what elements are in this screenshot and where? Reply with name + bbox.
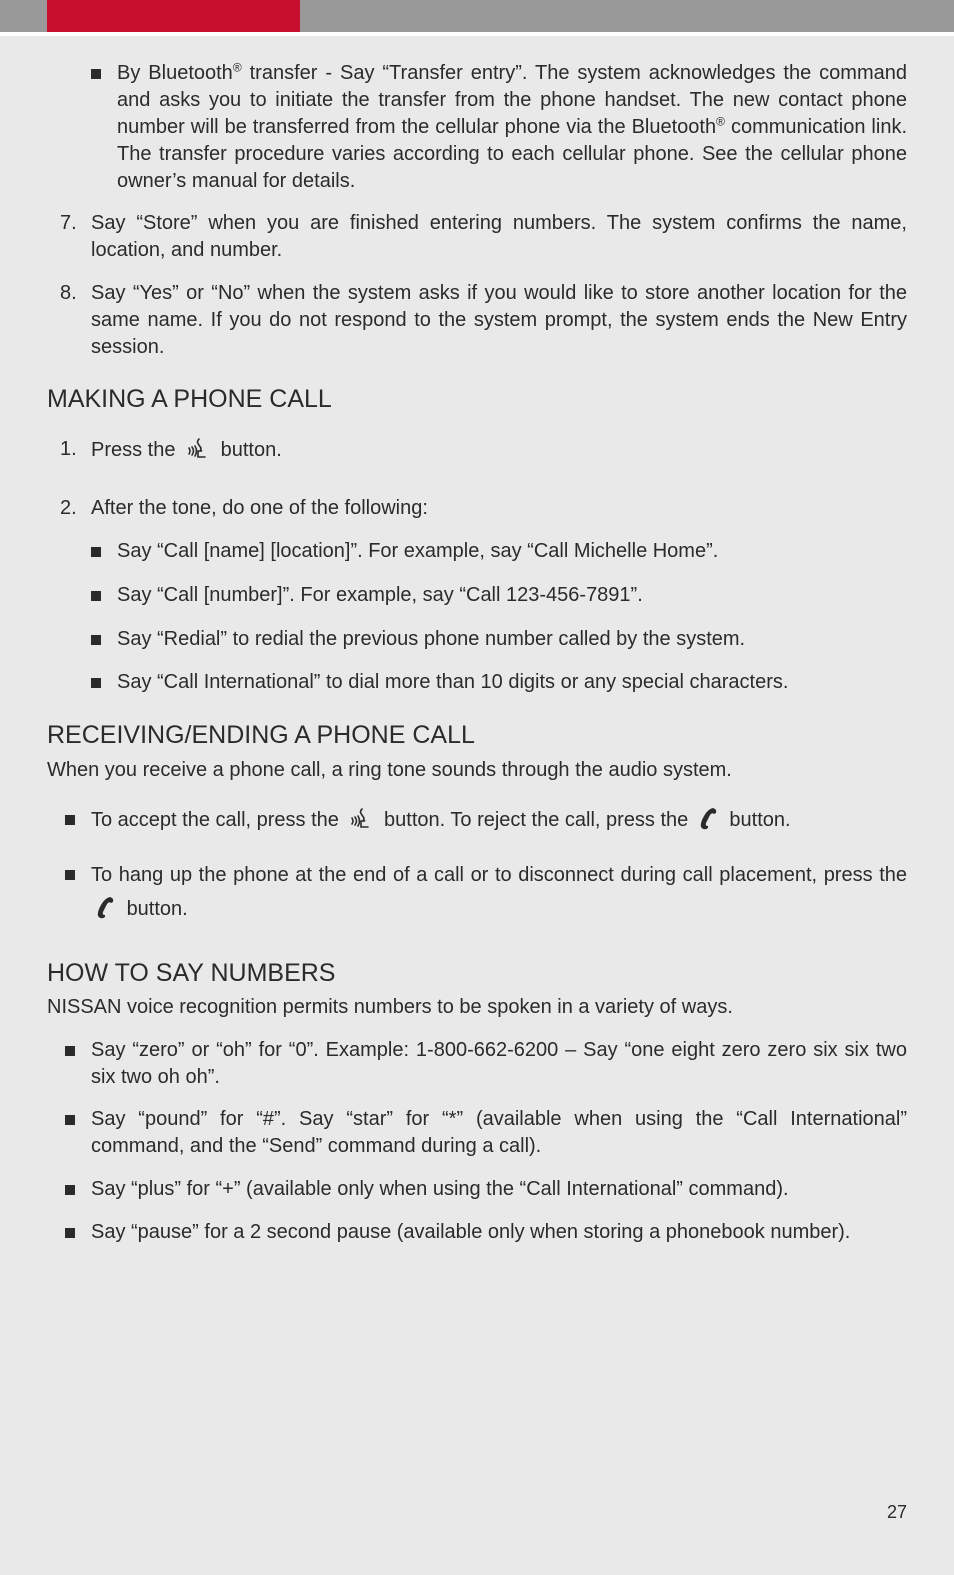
bluetooth-transfer-bullet: By Bluetooth® transfer - Say “Transfer entry”. The system acknowledges the command and asks you to initiate the transfer from the phone handset. The new contact phone number will be transferred from the cellular phone via the Bluetooth® communication link. The transfer procedure varies according to each cellular phone. See the cellular phone owner’s manual for details.: [73, 60, 907, 195]
list-item: Say “Call International” to dial more than 10 digits or any special characters.: [73, 669, 907, 696]
say-numbers-heading: HOW TO SAY NUMBERS: [47, 959, 336, 987]
square-bullet-icon: [91, 678, 101, 688]
page-content: [47, 60, 907, 1246]
header-divider: [0, 32, 954, 36]
list-item: Say “Redial” to redial the previous phone number called by the system.: [73, 626, 907, 653]
list-item: Say “plus” for “+” (available only when using the “Call International” command).: [47, 1176, 907, 1203]
square-bullet-icon: [65, 1046, 75, 1056]
accept-reject-bullet: To accept the call, press the button. To reject the call, press the button.: [47, 806, 907, 840]
making-call-heading: MAKING A PHONE CALL: [47, 385, 332, 413]
list-item: Say “zero” or “oh” for “0”. Example: 1-800-662-6200 – Say “one eight zero zero six six two six two oh oh”.: [47, 1037, 907, 1091]
hang-up-phone-icon: [698, 806, 720, 840]
receiving-call-heading: RECEIVING/ENDING A PHONE CALL: [47, 721, 475, 749]
making-step-2: 2. After the tone, do one of the following:: [60, 497, 428, 519]
square-bullet-icon: [65, 1115, 75, 1125]
making-step-1: 1. Press the button.: [47, 436, 907, 470]
square-bullet-icon: [91, 591, 101, 601]
square-bullet-icon: [65, 870, 75, 880]
page-number: 27: [886, 1502, 907, 1522]
talk-button-icon: [185, 436, 211, 470]
header-bar: [0, 0, 954, 32]
receiving-intro: When you receive a phone call, a ring tone sounds through the audio system.: [47, 759, 732, 781]
list-item: Say “Call [number]”. For example, say “Call 123-456-7891”.: [73, 582, 907, 609]
square-bullet-icon: [65, 1185, 75, 1195]
numbers-intro: NISSAN voice recognition permits numbers to be spoken in a variety of ways.: [47, 996, 733, 1018]
list-item: Say “pause” for a 2 second pause (available only when storing a phonebook number).: [47, 1219, 907, 1246]
square-bullet-icon: [91, 69, 101, 79]
list-item: Say “pound” for “#”. Say “star” for “*” (available when using the “Call International” command, and the “Send” command during a call).: [47, 1106, 907, 1160]
square-bullet-icon: [91, 635, 101, 645]
square-bullet-icon: [91, 547, 101, 557]
step-8: 8. Say “Yes” or “No” when the system asks if you would like to store another location for the same name. If you do not respond to the system prompt, the system ends the New Entry session.: [60, 282, 907, 358]
square-bullet-icon: [65, 1228, 75, 1238]
talk-button-icon: [348, 806, 374, 840]
hang-up-bullet: To hang up the phone at the end of a call or to disconnect during call placement, press the button.: [47, 858, 907, 932]
header-accent-block: [47, 0, 300, 32]
list-item: Say “Call [name] [location]”. For example, say “Call Michelle Home”.: [73, 538, 907, 565]
square-bullet-icon: [65, 815, 75, 825]
step-7: 7. Say “Store” when you are finished entering numbers. The system confirms the name, location, and number.: [60, 212, 907, 261]
hang-up-phone-icon: [95, 895, 117, 932]
